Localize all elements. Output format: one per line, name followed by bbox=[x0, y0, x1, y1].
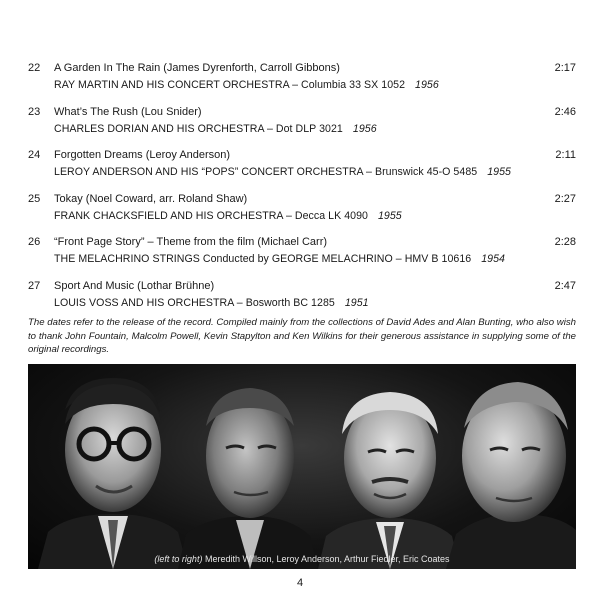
track-number: 22 bbox=[28, 62, 41, 74]
composers-photo bbox=[28, 364, 576, 569]
track-number: 23 bbox=[28, 105, 41, 118]
track-artist: CHARLES DORIAN AND HIS ORCHESTRA – Dot DLP 3021 bbox=[54, 122, 343, 135]
portrait-arthur-fiedler bbox=[318, 392, 460, 569]
track-24 bbox=[28, 147, 576, 191]
track-number: 25 bbox=[28, 192, 41, 205]
track-artist: THE MELACHRINO STRINGS Conducted by GEORGE MELACHRINO – HMV B 10616 bbox=[54, 253, 472, 265]
caption-direction: (left to right) bbox=[154, 554, 203, 564]
track-title: What’s The Rush (Lou Snider) bbox=[54, 105, 202, 118]
track-number: 27 bbox=[28, 279, 41, 292]
track-credit bbox=[54, 295, 369, 311]
track-credit bbox=[54, 164, 511, 180]
track-title: A Garden In The Rain (James Dyrenforth, Carroll Gibbons) bbox=[54, 62, 340, 74]
track-duration: 2:17 bbox=[554, 62, 576, 74]
page-number: 4 bbox=[296, 577, 304, 589]
track-title: Forgotten Dreams (Leroy Anderson) bbox=[54, 149, 231, 161]
photo-caption bbox=[28, 553, 576, 565]
caption-names: Meredith Willson, Leroy Anderson, Arthur Fiedler, Eric Coates bbox=[204, 554, 450, 564]
track-27 bbox=[28, 278, 576, 322]
track-list bbox=[28, 60, 576, 321]
track-duration: 2:27 bbox=[554, 192, 576, 205]
track-23 bbox=[28, 104, 576, 148]
track-year: 1955 bbox=[487, 166, 511, 178]
track-credit bbox=[54, 208, 402, 224]
track-title: “Front Page Story” – Theme from the film (Michael Carr) bbox=[54, 236, 328, 248]
track-number: 24 bbox=[28, 149, 41, 161]
track-year: 1954 bbox=[481, 253, 505, 265]
track-artist: LOUIS VOSS AND HIS ORCHESTRA – Bosworth BC 1285 bbox=[54, 296, 335, 309]
track-title: Tokay (Noel Coward, arr. Roland Shaw) bbox=[54, 192, 248, 205]
track-year: 1956 bbox=[352, 122, 377, 135]
track-26 bbox=[28, 234, 576, 278]
track-credit bbox=[54, 121, 377, 137]
release-note: The dates refer to the release of the record. Compiled mainly from the collections of David Ades and Alan Bunting, who also wish to thank John Fountain, Malcolm Powell, Kevin Stapylton and Ken Wilkins for their generous assistance in supplying some of the original recordings. bbox=[28, 317, 576, 356]
portrait-leroy-anderson bbox=[178, 388, 318, 569]
portrait-eric-coates bbox=[446, 382, 576, 569]
track-year: 1955 bbox=[377, 209, 402, 222]
track-artist: RAY MARTIN AND HIS CONCERT ORCHESTRA – Columbia 33 SX 1052 bbox=[54, 79, 406, 91]
track-duration: 2:46 bbox=[554, 105, 576, 118]
portrait-meredith-willson bbox=[38, 378, 188, 569]
track-25 bbox=[28, 191, 576, 235]
track-artist: FRANK CHACKSFIELD AND HIS ORCHESTRA – Decca LK 4090 bbox=[54, 209, 368, 222]
track-duration: 2:47 bbox=[554, 279, 576, 292]
track-artist: LEROY ANDERSON AND HIS “POPS” CONCERT ORCHESTRA – Brunswick 45-O 5485 bbox=[54, 166, 478, 178]
track-year: 1956 bbox=[415, 79, 439, 91]
track-number: 26 bbox=[28, 236, 41, 248]
track-duration: 2:11 bbox=[555, 149, 576, 161]
track-credit bbox=[54, 77, 439, 93]
track-credit bbox=[54, 251, 505, 267]
track-year: 1951 bbox=[344, 296, 369, 309]
track-duration: 2:28 bbox=[554, 236, 576, 248]
track-title: Sport And Music (Lothar Brühne) bbox=[54, 279, 215, 292]
portrait-montage bbox=[28, 364, 576, 569]
track-22 bbox=[28, 60, 576, 104]
